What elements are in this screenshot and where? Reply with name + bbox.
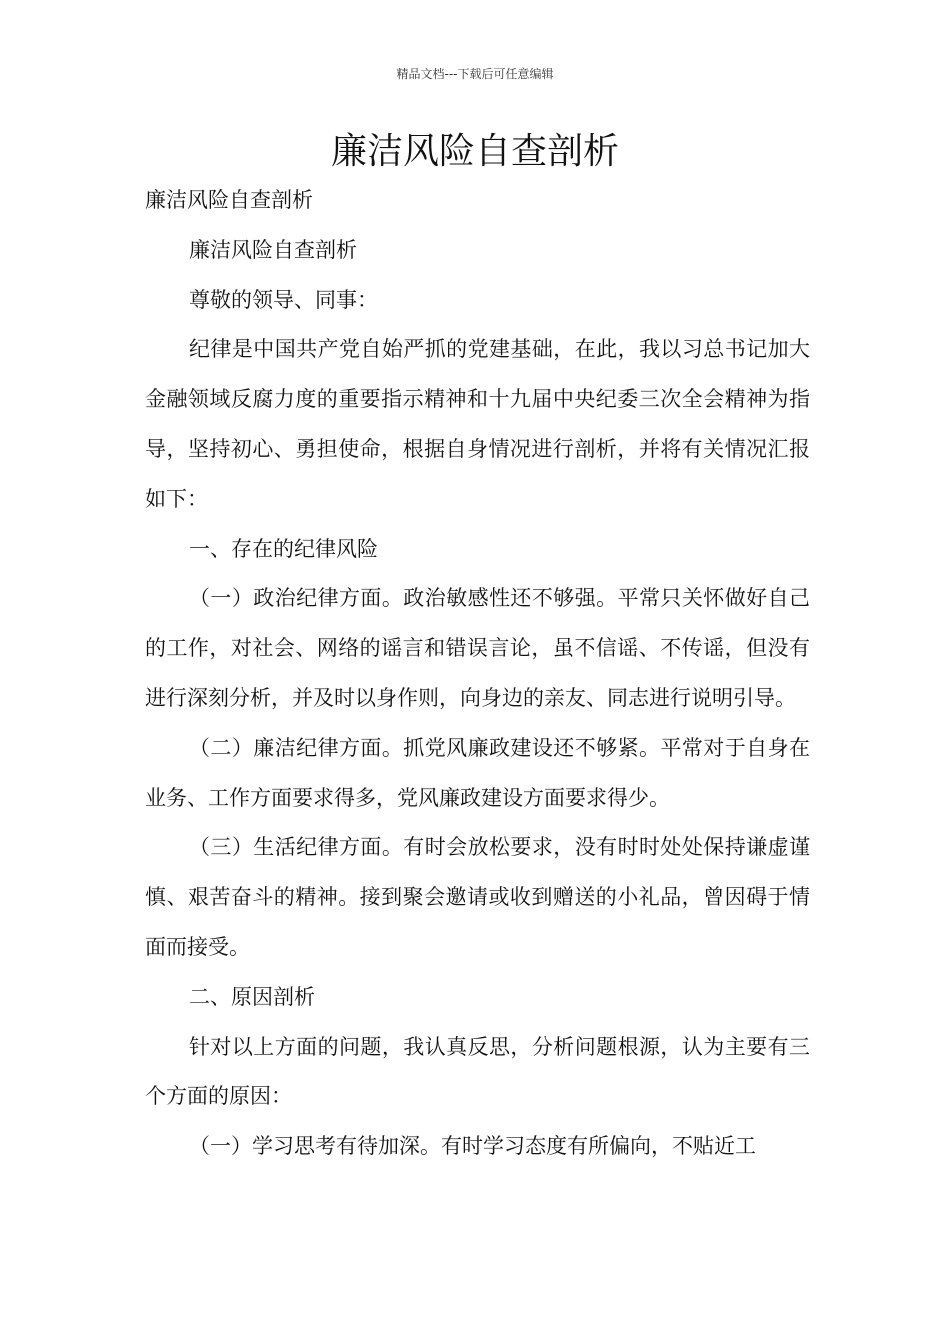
paragraph-salutation: 尊敬的领导、同事： (189, 287, 378, 312)
paragraph-subtitle: 廉洁风险自查剖析 (145, 188, 313, 212)
header-note: 精品文档---下载后可任意编辑 (396, 67, 554, 81)
section-heading-causes: 二、原因剖析 (189, 984, 315, 1009)
paragraph-causes-intro: 针对以上方面的问题，我认真反思，分析问题根源，认为主要有三个方面的原因： (145, 1034, 810, 1109)
paragraph-political-discipline: （一）政治纪律方面。政治敏感性还不够强。平常只关怀做好自己的工作，对社会、网络的谣言和错误言论，虽不信谣、不传谣，但没有进行深刻分析，并及时以身作则，向身边的亲友、同志进行说明引导。 (145, 586, 810, 710)
section-heading-risks: 一、存在的纪律风险 (189, 536, 378, 561)
paragraph-life-discipline: （三）生活纪律方面。有时会放松要求，没有时时处处保持谦虚谨慎、艰苦奋斗的精神。接到聚会邀请或收到赠送的小礼品，曾因碍于情面而接受。 (145, 835, 810, 959)
paragraph-intro: 纪律是中国共产党自始严抓的党建基础，在此，我以习总书记加大金融领域反腐力度的重要指示精神和十九届中央纪委三次全会精神为指导，坚持初心、勇担使命，根据自身情况进行剖析，并将有关情况汇报如下： (145, 337, 810, 511)
document-body (145, 176, 810, 1172)
paragraph-study-reflection: （一）学习思考有待加深。有时学习态度有所偏向，不贴近工 (189, 1134, 756, 1159)
paragraph-heading-repeat: 廉洁风险自查剖析 (189, 237, 357, 262)
paragraph-integrity-discipline: （二）廉洁纪律方面。抓党风廉政建设还不够紧。平常对于自身在业务、工作方面要求得多，党风廉政建设方面要求得少。 (145, 735, 810, 810)
document-title: 廉洁风险自查剖析 (330, 131, 619, 172)
